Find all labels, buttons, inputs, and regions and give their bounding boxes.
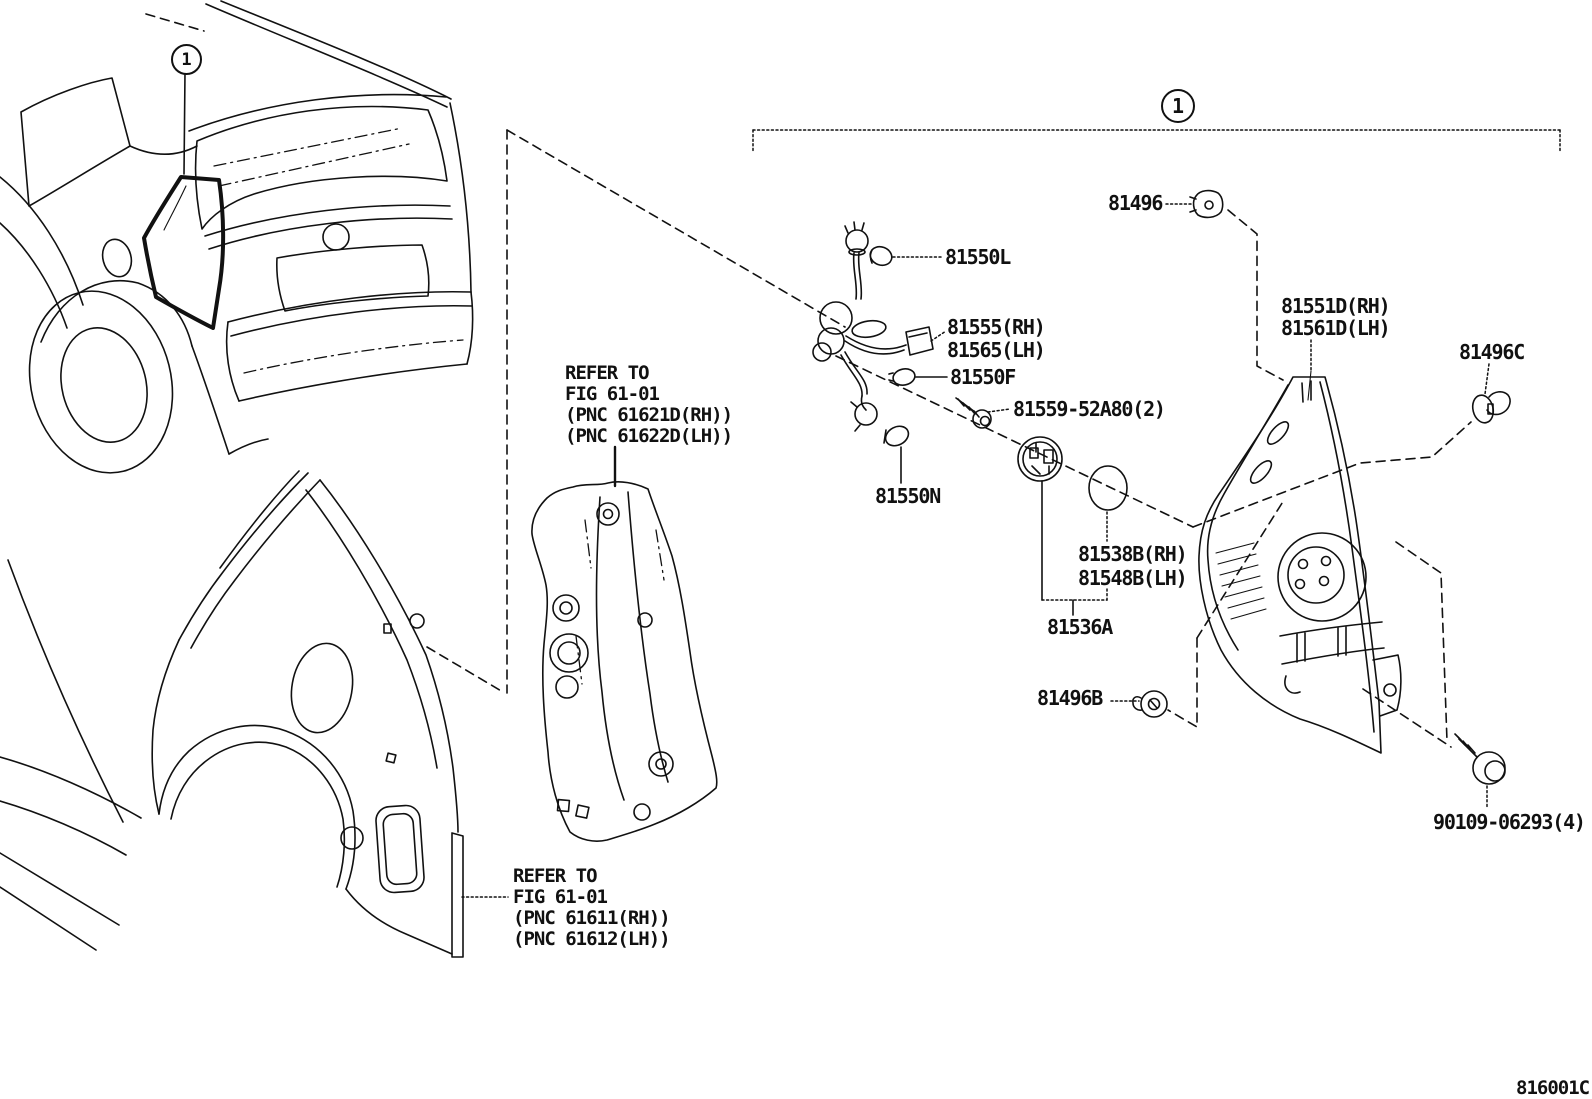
refer-note-upper-line2: FIG 61-01 [565,383,659,405]
clip-81496-icon [1190,191,1223,218]
refer-note-lower-line3: (PNC 61611(RH)) [513,907,670,929]
part-label-81496: 81496 [1108,191,1163,215]
refer-note-upper-line3: (PNC 61621D(RH)) [565,404,733,426]
refer-note-lower-line2: FIG 61-01 [513,886,607,908]
callout-1-car [171,44,202,75]
part-label-81550L: 81550L [945,245,1011,269]
leader-lines [893,204,1489,808]
wire-harness-icon [813,222,933,450]
part-label-90109-06293: 90109-06293(4) [1433,810,1585,834]
part-label-81538B-rh: 81538B(RH) [1078,542,1187,566]
connector-81555-icon [906,327,933,355]
bulb-81550L-icon [868,244,895,268]
callout-1-car-number: 1 [181,49,192,70]
part-label-81551D-rh: 81551D(RH) [1281,294,1390,318]
part-label-81550F: 81550F [950,365,1016,389]
gasket-81538B-icon [1089,466,1127,510]
socket-81536A-icon [1018,437,1062,481]
screw-90109-icon [1455,734,1505,784]
screw-81559-icon [956,398,991,428]
part-label-81561D-lh: 81561D(LH) [1281,316,1390,340]
refer-note-lower-line1: REFER TO [513,865,597,887]
part-label-81559-52A80: 81559-52A80(2) [1013,397,1165,421]
tail-lamp-highlight [144,177,223,328]
tail-lamp-assembly-icon [1199,377,1401,753]
part-label-81538B-81548B [1078,542,1186,590]
clip-81496C-icon [1470,392,1510,425]
refer-note-upper-line4: (PNC 61622D(LH)) [565,425,733,447]
part-label-81555-81565 [947,316,1045,362]
part-label-81555-rh: 81555(RH) [947,315,1045,339]
quarter-panel-outer-view [0,471,508,957]
part-label-81496C: 81496C [1459,340,1525,364]
refer-note-upper [565,363,732,447]
refer-note-lower [513,866,670,950]
assembly-bracket [753,130,1560,151]
part-label-81565-lh: 81565(LH) [947,338,1045,362]
part-label-81536A: 81536A [1047,615,1113,639]
refer-note-lower-line4: (PNC 61612(LH)) [513,928,670,950]
drawing-code: 816001C [1516,1077,1590,1099]
bulb-81550N-icon [882,422,912,449]
clip-81496B-icon [1133,691,1167,717]
inner-panel-view [532,447,717,841]
callout-1-bracket-number: 1 [1171,94,1185,118]
part-label-81496B: 81496B [1037,686,1103,710]
part-label-81551D-81561D [1281,295,1389,339]
part-label-81548B-lh: 81548B(LH) [1078,566,1187,590]
part-label-81550N: 81550N [875,484,941,508]
car-rear-view [0,1,473,488]
callout-1-bracket [1161,89,1195,123]
refer-note-upper-line1: REFER TO [565,362,649,384]
